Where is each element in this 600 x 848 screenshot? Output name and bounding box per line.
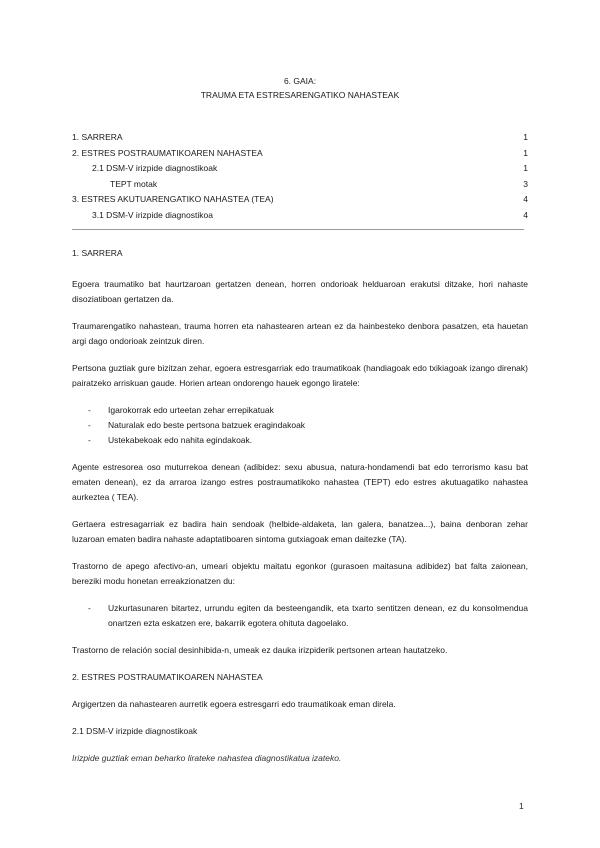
chapter-label: 6. GAIA:	[283, 76, 317, 86]
bullet-dash: -	[88, 603, 91, 613]
table-of-contents	[72, 130, 528, 223]
paragraph: Trastorno de apego afectivo-an, umeari objektu maitatu egonkor (gurasoen maitasuna adibidez) bat falta zaionean, bereziki modu honetan erreakzionatzen du:	[72, 561, 528, 586]
toc-entry-page: 1	[523, 147, 528, 158]
toc-entry[interactable]	[72, 146, 528, 162]
paragraph: Argigertzen da nahastearen aurretik egoera estresgarri edo traumatikoak eman direla.	[72, 699, 396, 709]
bullet-dash: -	[88, 420, 91, 430]
list-item-text: Igarokorrak edo urteetan zehar errepikatuak	[108, 405, 274, 415]
toc-entry-page: 3	[523, 178, 528, 189]
bullet-dash: -	[88, 405, 91, 415]
paragraph: Traumarengatiko nahastean, trauma horren eta nahastearen artean ez da hainbesteko denbora pasatzen, eta hauetan argi dago ondorioak zeintzuk diren.	[72, 321, 528, 346]
section-heading-estres: 2. ESTRES POSTRAUMATIKOAREN NAHASTEA	[72, 672, 263, 682]
page-title: TRAUMA ETA ESTRESARENGATIKO NAHASTEAK	[200, 90, 400, 100]
paragraph: Egoera traumatiko bat haurtzaroan gertatzen denean, horren ondorioak helduaroan erakutsi ditzake, hori nahaste disoziatiboan gertatzen da.	[72, 279, 528, 304]
toc-entry-label: 2.1 DSM-V irizpide diagnostikoak	[92, 163, 218, 173]
list-item	[72, 418, 528, 433]
document-body	[72, 246, 528, 766]
toc-entry[interactable]	[72, 161, 528, 177]
toc-entry-label: 3.1 DSM-V irizpide diagnostikoa	[92, 209, 213, 220]
toc-entry-page: 4	[523, 209, 528, 220]
paragraph: Pertsona guztiak gure bizitzan zehar, egoera estresgarriak edo traumatikoak (handiagoak edo txikiagoak izango direnak) pairatzeko arriskuan gaude. Horien artean ondorengo hauek egongo liratele:	[72, 363, 528, 388]
toc-entry-page: 1	[523, 163, 528, 173]
toc-entry[interactable]	[72, 130, 528, 146]
paragraph: Agente estresorea oso muturrekoa denean (adibidez: sexu abusua, natura-hondamendi bat edo terrorismo kasu bat ematen denean), ez da arraroa izango estres postraumatikoko nahastea (TEPT) edo estres akutuagatiko nahastea aurkeztea ( TEA).	[72, 462, 528, 502]
section-heading-sarrera: 1. SARRERA	[72, 248, 123, 258]
list-item	[72, 433, 528, 448]
bullet-dash: -	[88, 435, 91, 445]
toc-entry[interactable]	[72, 177, 528, 193]
bullet-list	[72, 403, 528, 448]
page-number: 1	[519, 801, 524, 811]
toc-entry-label: 1. SARRERA	[72, 132, 123, 142]
toc-entry[interactable]	[72, 208, 528, 224]
toc-entry-page: 1	[523, 132, 528, 142]
list-item-text: Naturalak edo beste pertsona batzuek eragindakoak	[108, 420, 306, 430]
toc-entry-page: 4	[523, 194, 528, 204]
title-block	[0, 74, 600, 102]
toc-divider	[72, 229, 524, 230]
list-item	[72, 601, 528, 631]
paragraph: Trastorno de relación social desinhibida-n, umeak ez dauka irizpiderik pertsonen artean hautatzeko.	[72, 645, 448, 655]
list-item	[72, 403, 528, 418]
paragraph: Irizpide guztiak eman beharko lirateke nahastea diagnostikatua izateko.	[72, 753, 342, 763]
toc-entry[interactable]	[72, 192, 528, 208]
toc-entry-label: TEPT motak	[110, 178, 158, 189]
subsection-heading-dsm: 2.1 DSM-V irizpide diagnostikoak	[72, 726, 198, 736]
toc-entry-label: 2. ESTRES POSTRAUMATIKOAREN NAHASTEA	[72, 147, 263, 158]
bullet-list	[72, 601, 528, 631]
paragraph: Gertaera estresagarriak ez badira hain sendoak (helbide-aldaketa, lan galera, banatzea...), baina denboran zehar luzaroan ematen badira nahaste adaptatiboaren sintoma gutxiagoak eman daitezke (TA).	[72, 519, 528, 544]
list-item-text: Ustekabekoak edo nahita egindakoak.	[108, 435, 253, 445]
list-item-text: Uzkurtasunaren bitartez, urrundu egiten da besteengandik, eta txarto sentitzen denean, ez du konsolmendua onartzen ezta eskatzen ere, bakarrik egotera ohituta dagoelako.	[108, 603, 528, 628]
toc-entry-label: 3. ESTRES AKUTUARENGATIKO NAHASTEA (TEA)	[72, 194, 274, 204]
